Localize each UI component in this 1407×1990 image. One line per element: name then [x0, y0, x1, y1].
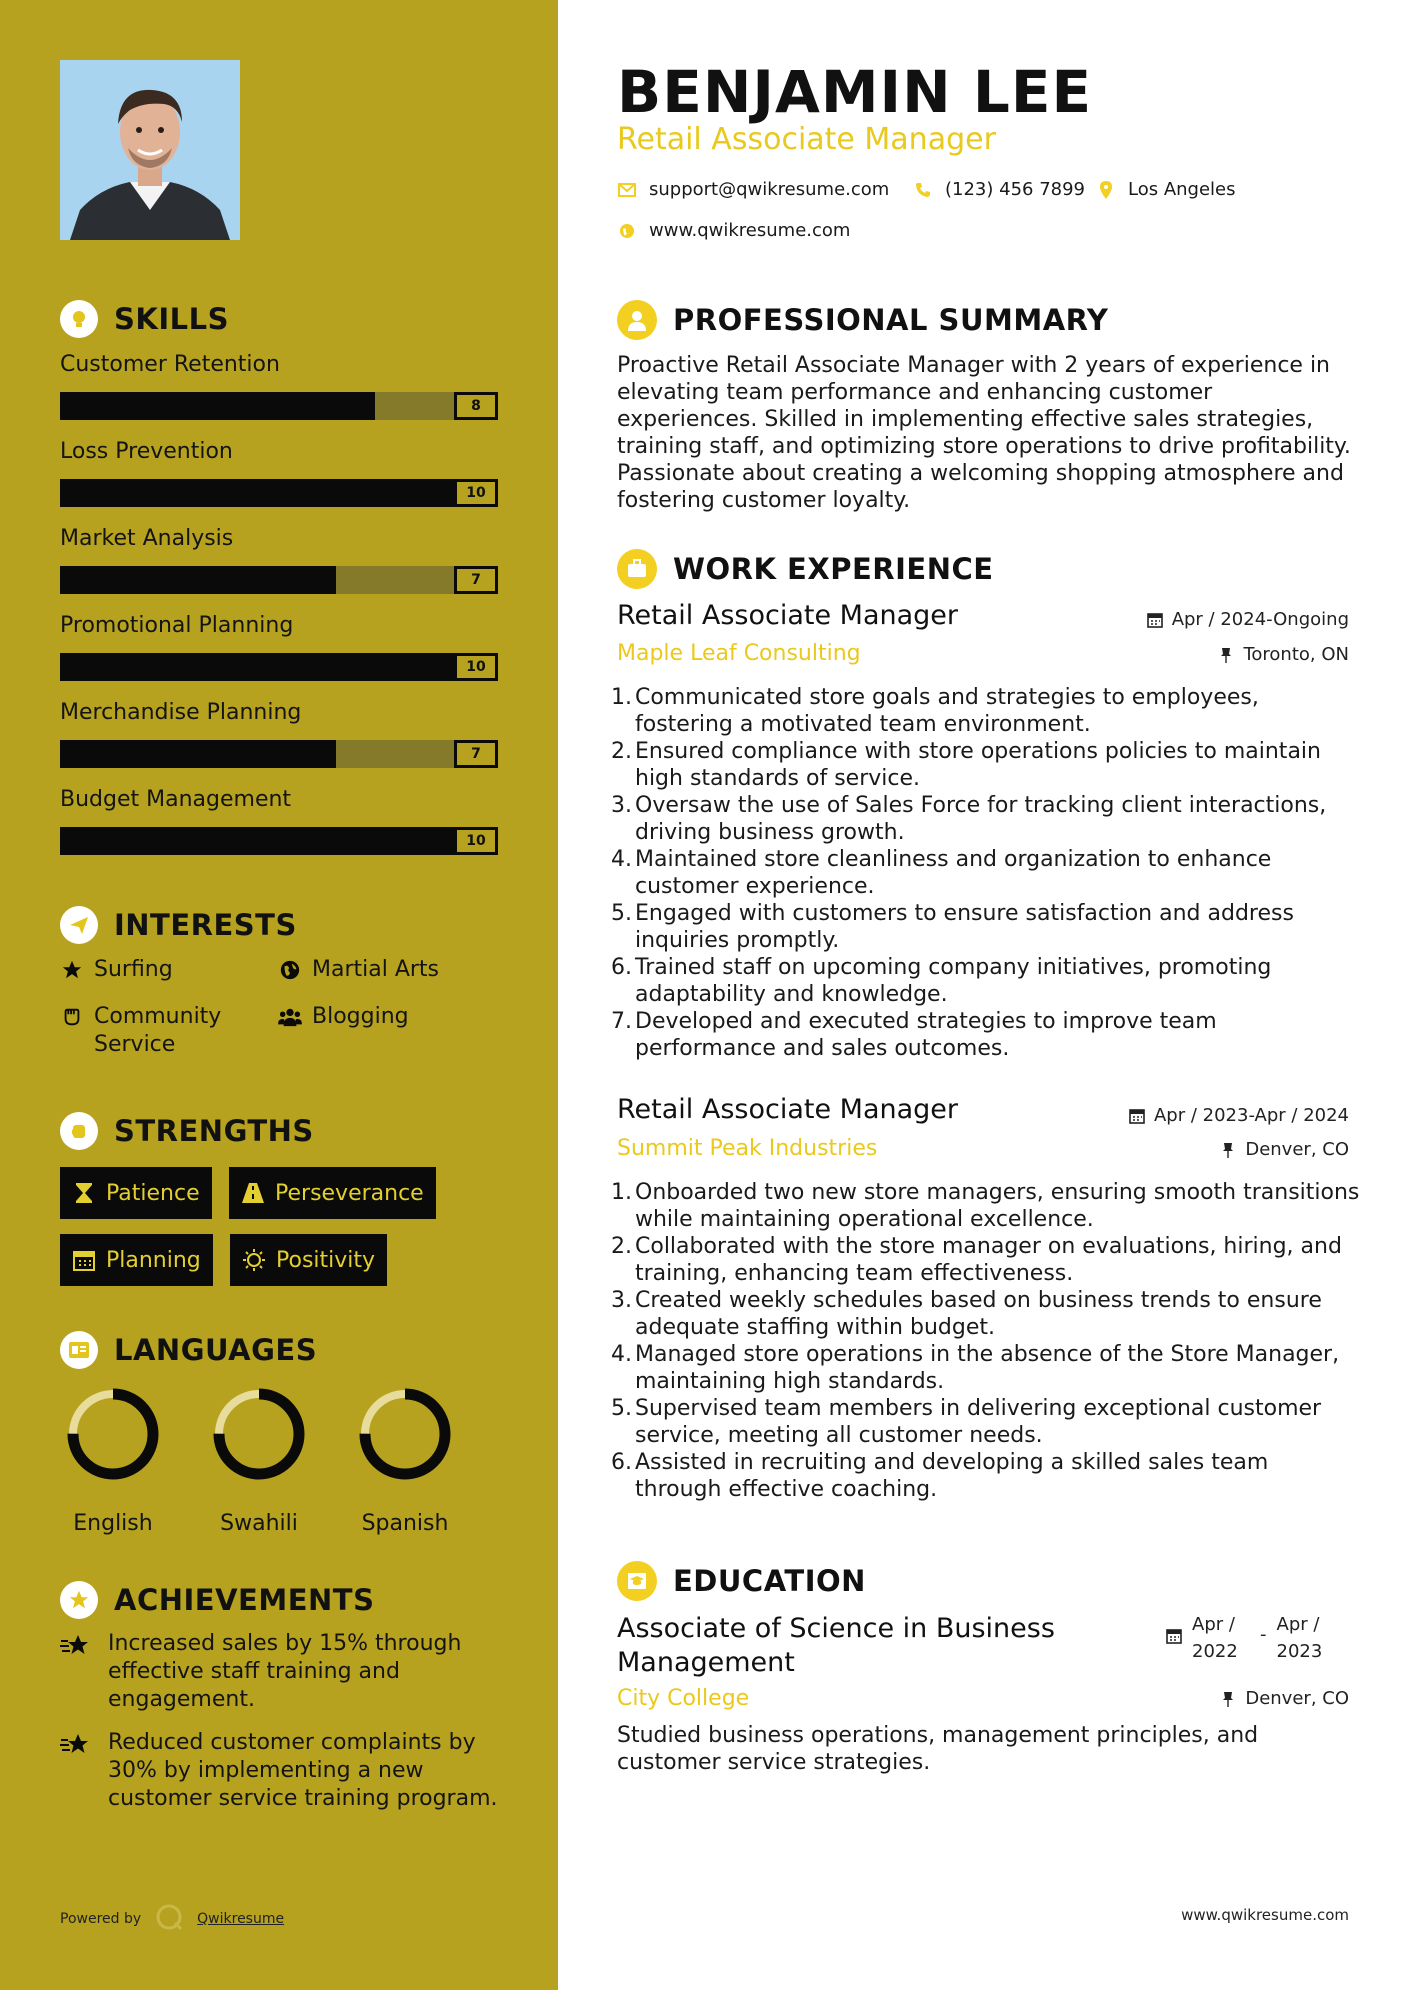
phone-text[interactable]: (123) 456 7899 — [945, 179, 1086, 200]
job-location — [1217, 644, 1349, 665]
strength-label: Positivity — [276, 1247, 376, 1273]
education-heading — [617, 1561, 866, 1601]
star-icon — [60, 956, 84, 984]
location-text: Los Angeles — [1128, 179, 1236, 200]
achievement-text: Increased sales by 15% through effective staff training and engagement. — [108, 1631, 462, 1712]
education-school: City College — [617, 1686, 750, 1711]
globe-icon — [278, 956, 302, 984]
powered-by — [60, 1903, 284, 1935]
envelope-icon — [617, 180, 637, 200]
list-item: 1. Communicated store goals and strategies to employees, fostering a motivated team environment. — [611, 685, 1259, 737]
globe-icon — [617, 221, 637, 241]
achievement-item — [60, 1729, 500, 1813]
strength-badge — [229, 1167, 436, 1219]
user-icon — [617, 300, 657, 340]
footer-url[interactable]: www.qwikresume.com — [1181, 1906, 1349, 1924]
skill-bar-fill — [60, 653, 454, 681]
list-item: 3. Oversaw the use of Sales Force for tracking client interactions, driving business growth. — [611, 793, 1327, 845]
strength-badge — [230, 1234, 387, 1286]
pushpin-icon — [1219, 1690, 1237, 1708]
skill-label: Merchandise Planning — [60, 700, 302, 725]
fist-icon — [60, 1112, 98, 1150]
hand-icon — [60, 1003, 84, 1031]
email-text[interactable]: support@qwikresume.com — [649, 179, 890, 200]
interest-label: Community Service — [94, 1004, 222, 1057]
road-icon — [241, 1181, 265, 1205]
skill-value: 7 — [454, 566, 498, 594]
strength-label: Planning — [106, 1247, 201, 1273]
interest-label: Surfing — [94, 957, 173, 982]
list-item: 5. Engaged with customers to ensure satisfaction and address inquiries promptly. — [611, 901, 1294, 953]
list-item: 3. Created weekly schedules based on business trends to ensure adequate staffing within budget. — [611, 1288, 1322, 1340]
education-start: Apr / 2022 — [1192, 1614, 1238, 1662]
shooting-star-icon — [60, 1630, 92, 1714]
strengths-title: STRENGTHS — [114, 1114, 314, 1148]
qwikresume-logo-icon — [155, 1903, 183, 1935]
interest-item — [278, 1003, 409, 1031]
summary-text: Proactive Retail Associate Manager with 2 years of experience in elevating team performance and enhancing customer experiences. Skilled in implementing effective sales strategies, training staff, and optimizing store operations to drive profitability. Passionate about creating a welcoming shopping atmosphere and fostering customer loyalty. — [617, 353, 1351, 513]
job-location-text: Toronto, ON — [1243, 644, 1349, 665]
interest-label: Martial Arts — [312, 957, 440, 982]
calendar-icon — [1128, 1107, 1146, 1125]
job-dates — [1128, 1105, 1349, 1126]
skill-label: Customer Retention — [60, 352, 280, 377]
language-label: Spanish — [361, 1511, 449, 1536]
job-location-text: Denver, CO — [1245, 1139, 1349, 1160]
job-dates-text: Apr / 2023-Apr / 2024 — [1153, 1105, 1349, 1126]
list-item: 7. Developed and executed strategies to improve team performance and sales outcomes. — [611, 1009, 1217, 1061]
work-heading — [617, 549, 994, 589]
job-company: Summit Peak Industries — [617, 1136, 878, 1161]
achievement-text: Reduced customer complaints by 30% by implementing a new customer service training program. — [108, 1730, 498, 1811]
sun-icon — [242, 1248, 266, 1272]
skills-heading — [60, 300, 229, 338]
skill-label: Budget Management — [60, 787, 292, 812]
language-item — [53, 1387, 173, 1536]
list-item: 2. Collaborated with the store manager on evaluations, hiring, and training, enhancing team effectiveness. — [611, 1234, 1342, 1286]
shooting-star-icon — [60, 1729, 92, 1813]
graduation-cap-icon — [617, 1561, 657, 1601]
language-item — [345, 1387, 465, 1536]
powered-by-label: Powered by — [60, 1911, 142, 1927]
education-title: EDUCATION — [673, 1564, 866, 1598]
strength-label: Perseverance — [275, 1180, 424, 1206]
job-title: Retail Associate Manager — [617, 1094, 959, 1125]
strength-badge — [60, 1167, 212, 1219]
skill-label: Promotional Planning — [60, 613, 294, 638]
languages-heading — [60, 1331, 317, 1369]
sidebar — [0, 0, 558, 1990]
language-ring — [199, 1387, 319, 1481]
calendar-icon — [1146, 611, 1164, 629]
achievements-title: ACHIEVEMENTS — [114, 1583, 375, 1617]
strength-badge — [60, 1234, 213, 1286]
calendar-icon — [72, 1248, 96, 1272]
job-bullets — [611, 684, 1361, 1062]
language-ring — [345, 1387, 465, 1481]
interest-label: Blogging — [312, 1004, 409, 1029]
job-dates-text: Apr / 2024-Ongoing — [1171, 609, 1349, 630]
list-item: 6. Assisted in recruiting and developing a skilled sales team through effective coaching. — [611, 1450, 1269, 1502]
list-item: 6. Trained staff on upcoming company initiatives, promoting adaptability and knowledge. — [611, 955, 1272, 1007]
education-end: Apr / 2023 — [1276, 1614, 1323, 1662]
interests-heading — [60, 906, 297, 944]
contact-email — [617, 179, 889, 200]
list-item: 2. Ensured compliance with store operations policies to maintain high standards of service. — [611, 739, 1321, 791]
language-ring — [53, 1387, 173, 1481]
skill-bar-fill — [60, 566, 336, 594]
skill-bar — [60, 653, 498, 681]
skill-value: 10 — [454, 653, 498, 681]
job-title: Retail Associate Manager — [617, 600, 959, 631]
contact-website — [617, 220, 850, 241]
skill-bar — [60, 479, 498, 507]
interest-item — [60, 956, 173, 984]
users-icon — [278, 1003, 302, 1031]
skill-value: 8 — [454, 392, 498, 420]
job-dates — [1146, 609, 1349, 630]
strength-label: Patience — [106, 1180, 200, 1206]
hourglass-icon — [72, 1181, 96, 1205]
skill-label: Market Analysis — [60, 526, 234, 551]
candidate-name: BENJAMIN LEE — [617, 58, 1093, 126]
skill-bar-fill — [60, 827, 454, 855]
education-description: Studied business operations, management principles, and customer service strategies. — [617, 1723, 1259, 1775]
strengths-heading — [60, 1112, 314, 1150]
contact-phone — [913, 179, 1085, 200]
pushpin-icon — [1217, 646, 1235, 664]
job-company: Maple Leaf Consulting — [617, 641, 861, 666]
summary-title: PROFESSIONAL SUMMARY — [673, 303, 1109, 337]
skill-value: 7 — [454, 740, 498, 768]
phone-icon — [913, 180, 933, 200]
job-location — [1219, 1139, 1349, 1160]
pushpin-icon — [1219, 1141, 1237, 1159]
skill-bar-fill — [60, 392, 375, 420]
skill-bar-fill — [60, 740, 336, 768]
education-dates — [1166, 1611, 1335, 1665]
language-label: Swahili — [220, 1511, 298, 1536]
work-title: WORK EXPERIENCE — [673, 552, 994, 586]
achievement-item — [60, 1630, 500, 1714]
education-location-text: Denver, CO — [1245, 1688, 1349, 1709]
skill-bar — [60, 740, 498, 768]
briefcase-icon — [617, 549, 657, 589]
education-degree: Associate of Science in Business Management — [617, 1613, 1055, 1678]
skill-bar — [60, 392, 498, 420]
list-item: 4. Maintained store cleanliness and organization to enhance customer experience. — [611, 847, 1272, 899]
map-pin-icon — [1096, 180, 1116, 200]
skill-value: 10 — [454, 479, 498, 507]
skill-value: 10 — [454, 827, 498, 855]
summary-heading — [617, 300, 1108, 340]
skill-bar — [60, 827, 498, 855]
education-dash: - — [1260, 1624, 1267, 1645]
candidate-role: Retail Associate Manager — [617, 122, 996, 157]
star-badge-icon — [60, 1581, 98, 1619]
education-location — [1219, 1688, 1349, 1709]
achievements-heading — [60, 1581, 374, 1619]
interest-item — [60, 1003, 260, 1059]
job-bullets — [611, 1179, 1361, 1503]
interest-item — [278, 956, 439, 984]
list-item: 5. Supervised team members in delivering exceptional customer service, meeting all customer needs. — [611, 1396, 1322, 1448]
website-text[interactable]: www.qwikresume.com — [649, 220, 851, 241]
brand-link[interactable]: Qwikresume — [197, 1911, 285, 1927]
skill-label: Loss Prevention — [60, 439, 233, 464]
lightbulb-icon — [60, 300, 98, 338]
interests-title: INTERESTS — [114, 908, 297, 942]
list-item: 1. Onboarded two new store managers, ensuring smooth transitions while maintaining operational excellence. — [611, 1180, 1360, 1232]
profile-photo — [60, 60, 240, 240]
list-item: 4. Managed store operations in the absence of the Store Manager, maintaining high standards. — [611, 1342, 1340, 1394]
contact-location — [1096, 179, 1236, 200]
language-label: English — [73, 1511, 153, 1536]
language-item — [199, 1387, 319, 1536]
paper-plane-icon — [60, 906, 98, 944]
skill-bar-fill — [60, 479, 454, 507]
skill-bar — [60, 566, 498, 594]
languages-title: LANGUAGES — [114, 1333, 318, 1367]
calendar-icon — [1166, 1611, 1182, 1665]
skills-title: SKILLS — [114, 302, 229, 336]
language-card-icon — [60, 1331, 98, 1369]
